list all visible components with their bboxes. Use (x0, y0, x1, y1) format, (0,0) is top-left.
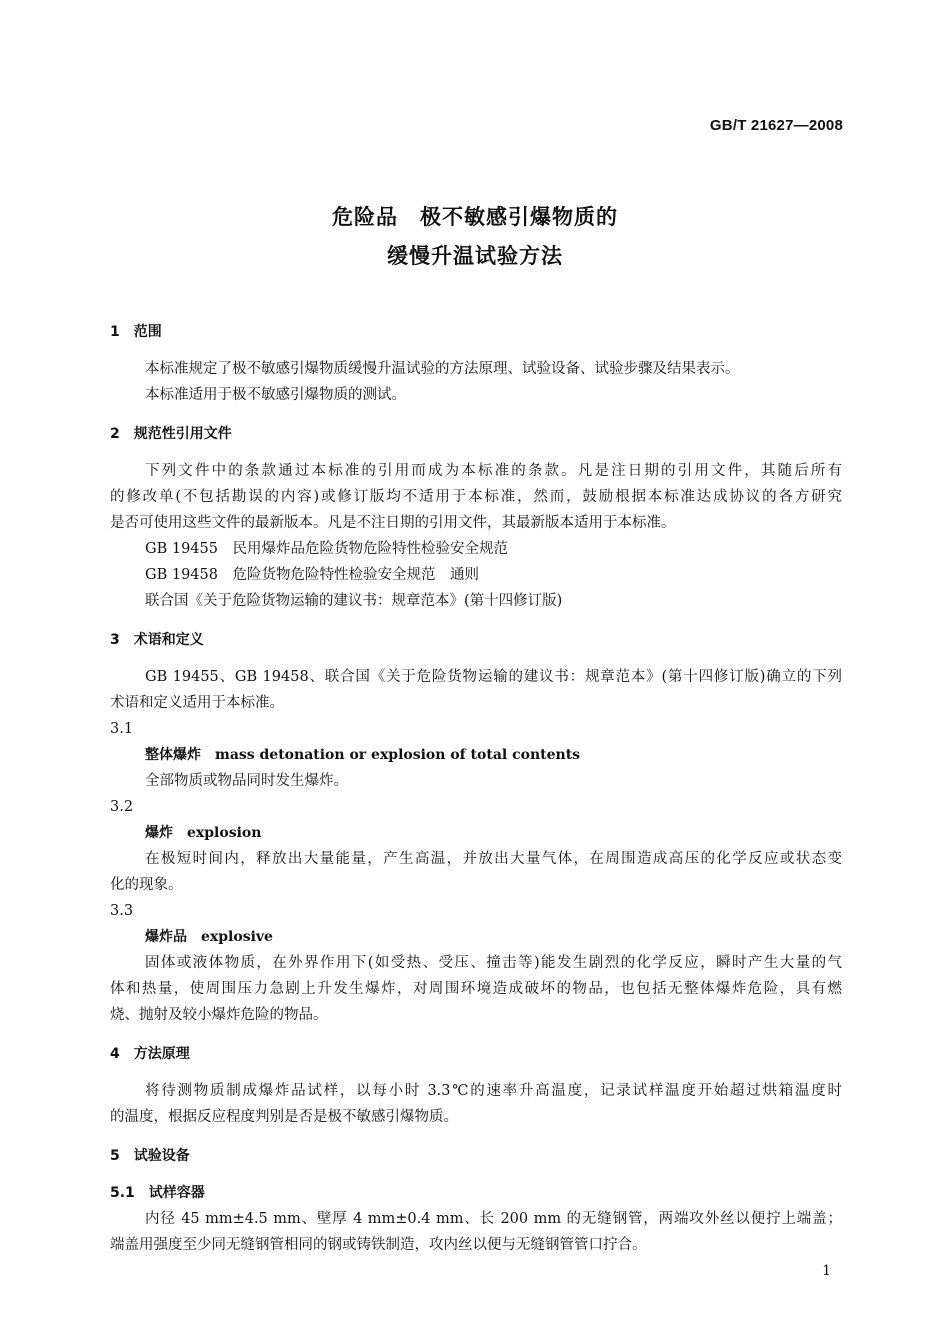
section-3-heading: 3 术语和定义 (110, 632, 204, 648)
section-5-1-paragraph-line-2: 端盖用强度至少同无缝钢管相同的钢或铸铁制造，攻内丝以便与无缝钢管管口拧合。 (110, 1237, 647, 1253)
term-3-2-number: 3.2 (110, 799, 134, 815)
section-2-paragraph-line-3: 是否可使用这些文件的最新版本。凡是不注日期的引用文件，其最新版本适用于本标准。 (110, 515, 676, 531)
reference-un-model-regulations: 联合国《关于危险货物运输的建议书：规章范本》(第十四修订版) (145, 593, 563, 609)
section-5-heading: 5 试验设备 (110, 1148, 190, 1164)
section-2-paragraph-line-1: 下列文件中的条款通过本标准的引用而成为本标准的条款。凡是注日期的引用文件，其随后所有 (145, 463, 842, 479)
term-3-3-number: 3.3 (110, 903, 134, 919)
section-4-heading: 4 方法原理 (110, 1046, 190, 1062)
section-1-paragraph-2: 本标准适用于极不敏感引爆物质的测试。 (145, 387, 406, 403)
title-line-2: 缓慢升温试验方法 (387, 244, 563, 268)
term-3-2-definition-line-2: 化的现象。 (110, 877, 183, 893)
page-number: 1 (822, 1263, 831, 1279)
section-3-paragraph-line-1: GB 19455、GB 19458、联合国《关于危险货物运输的建议书：规章范本》(第十四修订版)确立的下列 (145, 669, 842, 685)
section-1-paragraph-1: 本标准规定了极不敏感引爆物质缓慢升温试验的方法原理、试验设备、试验步骤及结果表示。 (145, 361, 740, 377)
term-3-2-definition-line-1: 在极短时间内，释放出大量能量，产生高温，并放出大量气体，在周围造成高压的化学反应或状态变 (145, 851, 842, 867)
standard-code: GB/T 21627—2008 (709, 117, 843, 134)
term-3-1-title: 整体爆炸 mass detonation or explosion of total contents (145, 747, 581, 763)
title-line-1: 危险品 极不敏感引爆物质的 (332, 205, 618, 229)
section-5-1-heading: 5.1 试样容器 (110, 1185, 205, 1201)
term-3-3-definition-line-1: 固体或液体物质，在外界作用下(如受热、受压、撞击等)能发生剧烈的化学反应，瞬时产生大量的气 (145, 955, 842, 971)
term-3-2-title: 爆炸 explosion (145, 825, 262, 841)
section-5-1-paragraph-line-1: 内径 45 mm±4.5 mm、壁厚 4 mm±0.4 mm、长 200 mm 的无缝钢管，两端攻外丝以便拧上端盖； (145, 1211, 842, 1227)
section-4-paragraph-line-1: 将待测物质制成爆炸品试样，以每小时 3.3℃的速率升高温度，记录试样温度开始超过烘箱温度时 (145, 1083, 842, 1099)
term-3-1-definition: 全部物质或物品同时发生爆炸。 (145, 773, 348, 789)
reference-gb19455: GB 19455 民用爆炸品危险货物危险特性检验安全规范 (145, 541, 508, 557)
section-3-paragraph-line-2: 术语和定义适用于本标准。 (110, 695, 284, 711)
term-3-3-definition-line-2: 体和热量，使周围压力急剧上升发生爆炸，对周围环境造成破坏的物品，也包括无整体爆炸危险，具有燃 (110, 981, 842, 997)
section-2-heading: 2 规范性引用文件 (110, 426, 232, 442)
reference-gb19458: GB 19458 危险货物危险特性检验安全规范 通则 (145, 567, 479, 583)
section-2-paragraph-line-2: 的修改单(不包括勘误的内容)或修订版均不适用于本标准，然而，鼓励根据本标准达成协议的各方研究 (110, 489, 842, 505)
term-3-1-number: 3.1 (110, 721, 134, 737)
section-4-paragraph-line-2: 的温度，根据反应程度判别是否是极不敏感引爆物质。 (110, 1109, 458, 1125)
section-1-heading: 1 范围 (110, 324, 162, 340)
term-3-3-title: 爆炸品 explosive (145, 929, 273, 945)
term-3-3-definition-line-3: 烧、抛射及较小爆炸危险的物品。 (110, 1007, 328, 1023)
